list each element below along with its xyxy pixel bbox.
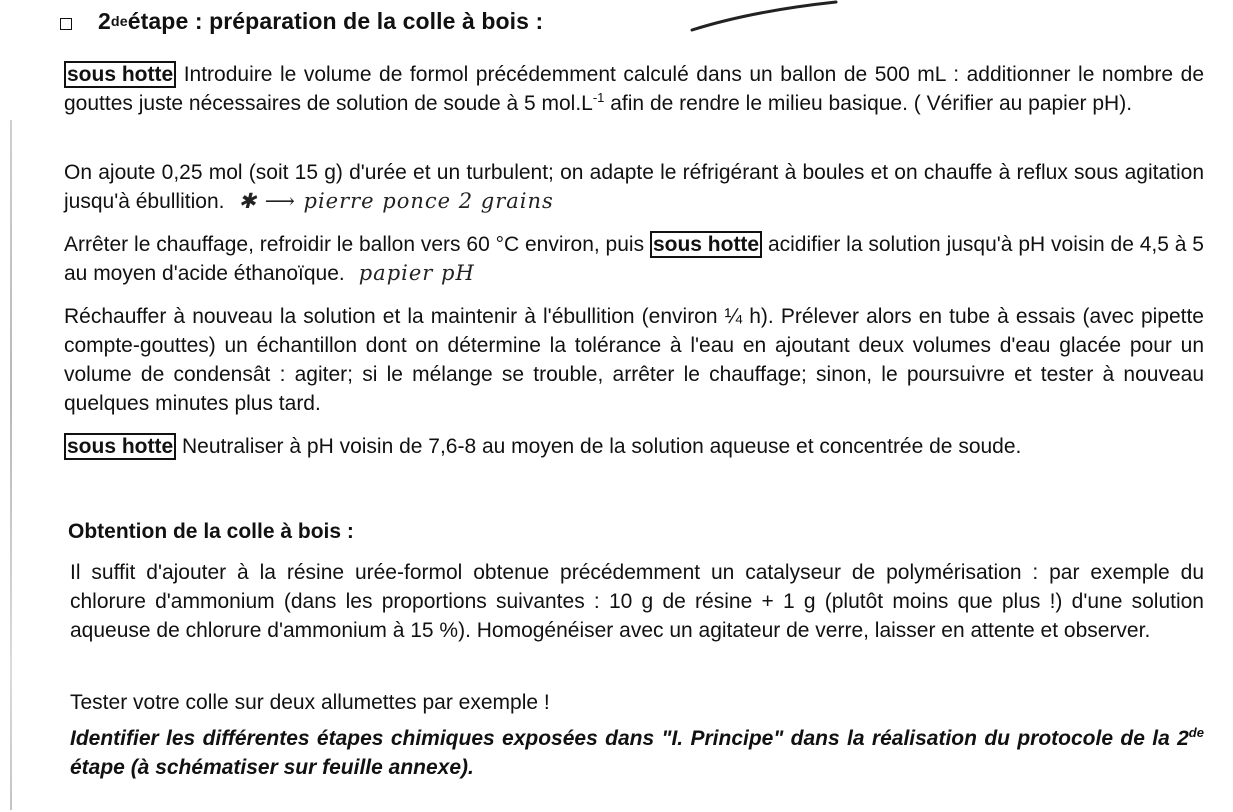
p1-sup: -1 — [592, 90, 605, 105]
question-text-a: Identifier les différentes étapes chimiques exposées dans "I. Principe" dans la réalisation du protocole de la 2 — [70, 727, 1189, 750]
section-title: Obtention de la colle à bois : — [68, 520, 354, 543]
handwritten-note-pierre-ponce: ✱ ⟶ pierre ponce 2 grains — [238, 189, 554, 213]
sous-hotte-tag: sous hotte — [64, 61, 176, 88]
paragraph-uree — [64, 158, 1204, 216]
question-sup: de — [1188, 725, 1204, 740]
paragraph-formol — [64, 60, 1204, 118]
sous-hotte-tag: sous hotte — [64, 433, 176, 460]
p3-text-b: acidifier la solution jusqu'à pH voisin de 4,5 à 5 au moyen d'acide éthanoïque. — [64, 233, 1204, 285]
step-heading: 2 de étape : préparation de la colle à bois : — [60, 8, 543, 35]
paragraph-acidifier — [64, 230, 1204, 288]
paragraph-rechauffer: Réchauffer à nouveau la solution et la maintenir à l'ébullition (environ ¼ h). Prélever alors en tube à essais (avec pipette compte-gouttes) un échantillon dont on détermine la tolérance à l'eau en ajoutant deux volumes d'eau glacée pour un volume de condensât : agiter; si le mélange se trouble, arrêter le chauffage; sinon, le poursuivre et tester à nouveau quelques minutes plus tard. — [64, 305, 1204, 415]
paragraph-catalyseur: Il suffit d'ajouter à la résine urée-formol obtenue précédemment un catalyseur de polymérisation : par exemple du chlorure d'ammonium (dans les proportions suivantes : 10 g de résine + 1 g (plutôt moins que plus !) d'une solution aqueuse de chlorure d'ammonium à 15 %). Homogénéiser avec un agitateur de verre, laisser en attente et observer. — [70, 561, 1204, 642]
paragraph-neutraliser — [64, 432, 1204, 461]
scan-margin-line — [10, 120, 12, 810]
heading-text: étape : préparation de la colle à bois : — [127, 8, 544, 34]
p5-text: Neutraliser à pH voisin de 7,6-8 au moyen de la solution aqueuse et concentrée de soude. — [176, 435, 1022, 458]
p2-text: On ajoute 0,25 mol (soit 15 g) d'urée et un turbulent; on adapte le réfrigérant à boules et on chauffe à reflux sous agitation jusqu'à ébullition. — [64, 161, 1204, 213]
p3-text-a: Arrêter le chauffage, refroidir le ballon vers 60 °C environ, puis — [64, 233, 650, 256]
question-paragraph — [70, 724, 1204, 782]
question-text-b: étape (à schématiser sur feuille annexe). — [70, 756, 474, 779]
heading-number: 2 — [98, 8, 111, 34]
sous-hotte-tag: sous hotte — [650, 231, 762, 258]
pen-stroke-mark — [690, 0, 840, 40]
handwritten-note-papier-ph: papier pH — [358, 261, 475, 285]
checkbox-icon — [60, 18, 72, 30]
paragraph-tester: Tester votre colle sur deux allumettes par exemple ! — [70, 691, 550, 714]
p1-text-b: afin de rendre le milieu basique. ( Vérifier au papier pH). — [604, 92, 1133, 115]
p1-text-a: Introduire le volume de formol précédemment calculé dans un ballon de 500 mL : additionner le nombre de gouttes juste nécessaires de solution de soude à 5 mol.L — [64, 63, 1204, 115]
